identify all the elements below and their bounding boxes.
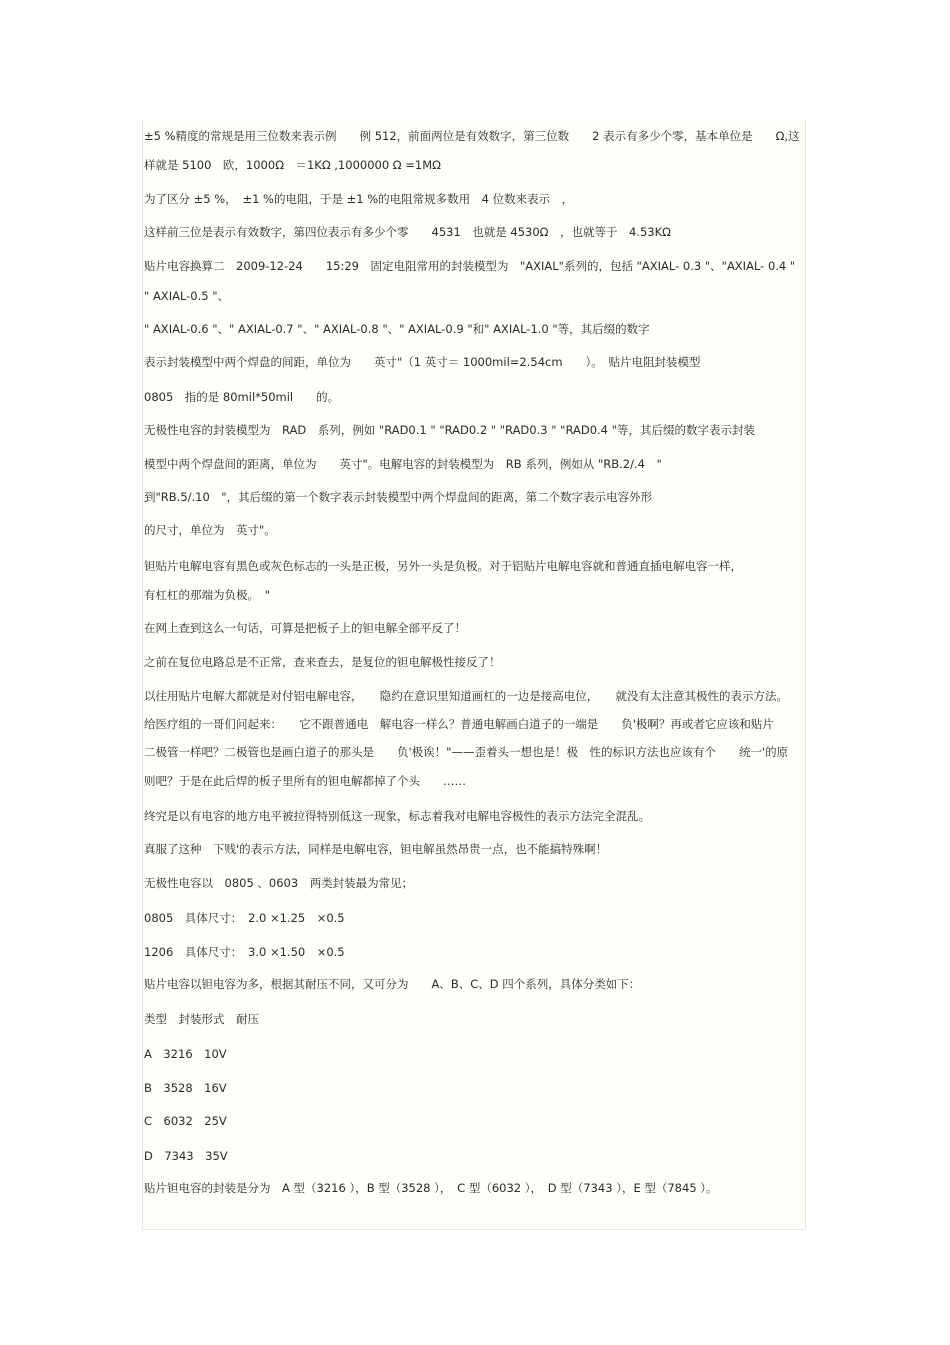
text-line: 无极性电容以 0805 、0603 两类封装最为常见； (144, 876, 414, 890)
text-line: 贴片电容换算二 2009-12-24 15:29 固定电阻常用的封装模型为 "AXIAL"系列的，包括 "AXIAL- 0.3 "、"AXIAL- 0.4 " (144, 259, 796, 273)
text-line: 为了区分 ±5 %， ±1 %的电阻，于是 ±1 %的电阻常规多数用 4 位数来表示 ， (144, 192, 574, 206)
text-line: 1206 具体尺寸： 3.0 ×1.50 ×0.5 (144, 945, 345, 959)
text-line: " AXIAL-0.5 "、 (144, 289, 230, 303)
text-line: " AXIAL-0.6 "、" AXIAL-0.7 "、" AXIAL-0.8 "、" AXIAL-0.9 "和" AXIAL-1.0 "等，其后缀的数字 (144, 322, 650, 336)
text-line: C 6032 25V (144, 1114, 227, 1128)
text-line: 钽贴片电解电容有黑色或灰色标志的一头是正极，另外一头是负极。对于铝贴片电解电容就和普通直插电解电容一样， (144, 559, 742, 573)
text-line: B 3528 16V (144, 1081, 227, 1095)
text-line: 模型中两个焊盘间的距离，单位为 英寸"。电解电容的封装模型为 RB 系列，例如从 "RB.2/.4 " (144, 457, 662, 471)
text-line: 0805 指的是 80mil*50mil 的。 (144, 390, 340, 404)
text-line: D 7343 35V (144, 1149, 228, 1163)
text-line: 贴片电容以钽电容为多，根据其耐压不同，又可分为 A、B、C、D 四个系列，具体分类如下： (144, 977, 641, 991)
text-line: 则吧？于是在此后焊的板子里所有的钽电解都掉了个头 …… (144, 774, 466, 788)
text-line: 有杠杠的那端为负极。 " (144, 588, 271, 602)
text-line: 贴片钽电容的封装是分为 A 型（3216 ），B 型（3528 ）， C 型（6032 ）， D 型（7343 ），E 型（7845 ）。 (144, 1181, 718, 1195)
text-line: 在网上查到这么一句话，可算是把板子上的钽电解全部平反了！ (144, 621, 466, 635)
text-line: ±5 %精度的常规是用三位数来表示例 例 512，前面两位是有效数字，第三位数 2 表示有多少个零，基本单位是 Ω,这 (144, 129, 800, 143)
text-line: 二极管一样吧？二极管也是画白道子的那头是 负'极诶！"——歪着头一想也是！极 性的标识方法也应该有个 统一'的原 (144, 745, 789, 759)
text-line: 真服了这种 下贱'的表示方法，同样是电解电容，钽电解虽然昂贵一点，也不能搞特殊啊！ (144, 842, 608, 856)
text-line: 之前在复位电路总是不正常，查来查去，是复位的钽电解极性接反了！ (144, 655, 501, 669)
text-line: 样就是 5100 欧，1000Ω ＝1KΩ ,1000000 Ω =1MΩ (144, 158, 441, 172)
text-line: 给医疗组的一哥们问起来： 它不跟普通电 解电容一样么？普通电解画白道子的一端是 负'极啊？再或者它应该和贴片 (144, 717, 774, 731)
text-line: 表示封装模型中两个焊盘的间距，单位为 英寸"（1 英寸＝ 1000mil=2.54cm ）。 贴片电阻封装模型 (144, 355, 701, 369)
text-line: 到"RB.5/.10 "，其后缀的第一个数字表示封装模型中两个焊盘间的距离，第二个数字表示电容外形 (144, 490, 653, 504)
text-line: 无极性电容的封装模型为 RAD 系列，例如 "RAD0.1 " "RAD0.2 " "RAD0.3 " "RAD0.4 "等，其后缀的数字表示封装 (144, 423, 755, 437)
text-line: 以往用贴片电解大都就是对付铝电解电容， 隐约在意识里知道画杠的一边是接高电位， 就没有太注意其极性的表示方法。 (144, 689, 788, 703)
text-line: 0805 具体尺寸： 2.0 ×1.25 ×0.5 (144, 911, 345, 925)
text-line: 类型 封装形式 耐压 (144, 1012, 259, 1026)
text-line: 的尺寸，单位为 英寸"。 (144, 523, 276, 537)
text-line: 这样前三位是表示有效数字，第四位表示有多少个零 4531 也就是 4530Ω ，也就等于 4.53KΩ (144, 225, 671, 239)
text-line: 终究是以有电容的地方电平被拉得特别低这一现象，标志着我对电解电容极性的表示方法完全混乱。 (144, 809, 650, 823)
text-line: A 3216 10V (144, 1047, 227, 1061)
content-panel (142, 120, 806, 1230)
